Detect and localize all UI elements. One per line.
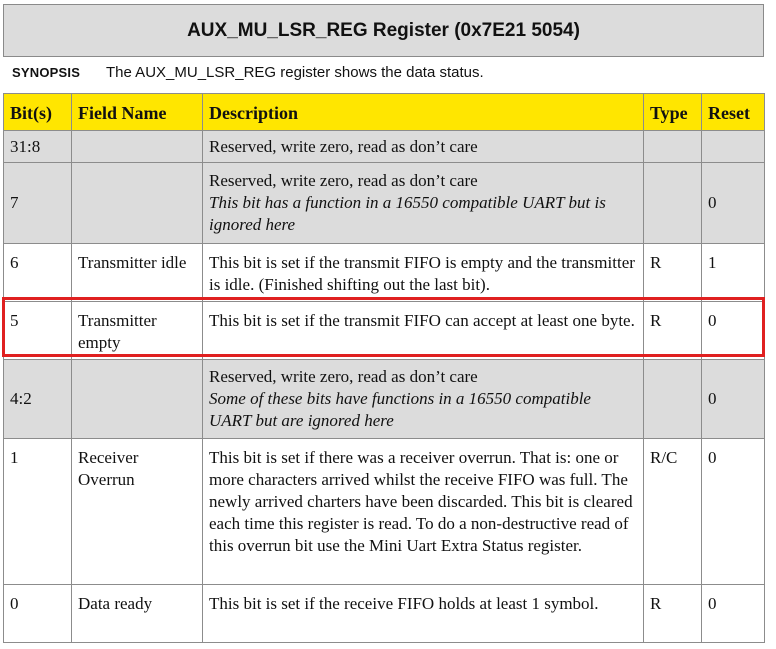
cell-bits: 6 bbox=[4, 244, 72, 302]
table-row bbox=[4, 244, 765, 302]
cell-description bbox=[203, 244, 644, 302]
description-text: Reserved, write zero, read as don’t care bbox=[209, 171, 478, 190]
cell-description bbox=[203, 163, 644, 244]
table-header-row bbox=[4, 94, 765, 131]
cell-reset: 0 bbox=[702, 302, 765, 360]
header-reset: Reset bbox=[702, 94, 765, 131]
cell-description bbox=[203, 439, 644, 585]
cell-type: R bbox=[644, 302, 702, 360]
cell-reset: 0 bbox=[702, 585, 765, 643]
synopsis bbox=[12, 61, 484, 83]
cell-field: Data ready bbox=[72, 585, 203, 643]
synopsis-label: SYNOPSIS bbox=[12, 64, 81, 80]
cell-description bbox=[203, 131, 644, 163]
table-row bbox=[4, 585, 765, 643]
cell-type: R bbox=[644, 585, 702, 643]
cell-reset bbox=[702, 131, 765, 163]
cell-bits: 4:2 bbox=[4, 360, 72, 439]
cell-field bbox=[72, 163, 203, 244]
cell-field bbox=[72, 131, 203, 163]
table-row bbox=[4, 163, 765, 244]
description-text: This bit is set if the receive FIFO holds at least 1 symbol. bbox=[209, 594, 599, 613]
cell-bits: 1 bbox=[4, 439, 72, 585]
description-note: This bit has a function in a 16550 compatible UART but is ignored here bbox=[209, 193, 606, 234]
header-bits: Bit(s) bbox=[4, 94, 72, 131]
synopsis-text: The AUX_MU_LSR_REG register shows the data status. bbox=[106, 63, 484, 81]
register-title: AUX_MU_LSR_REG Register (0x7E21 5054) bbox=[3, 4, 764, 57]
cell-description bbox=[203, 360, 644, 439]
cell-bits: 0 bbox=[4, 585, 72, 643]
cell-bits: 31:8 bbox=[4, 131, 72, 163]
cell-bits: 5 bbox=[4, 302, 72, 360]
description-note: Some of these bits have functions in a 16550 compatible UART but are ignored here bbox=[209, 389, 591, 430]
cell-bits: 7 bbox=[4, 163, 72, 244]
cell-description bbox=[203, 585, 644, 643]
cell-reset: 0 bbox=[702, 439, 765, 585]
description-text: Reserved, write zero, read as don’t care bbox=[209, 136, 478, 156]
table-row bbox=[4, 131, 765, 163]
header-description: Description bbox=[203, 94, 644, 131]
description-text: This bit is set if the transmit FIFO is empty and the transmitter is idle. (Finished shifting out the last bit). bbox=[209, 253, 635, 294]
cell-field: Transmitter empty bbox=[72, 302, 203, 360]
cell-type bbox=[644, 131, 702, 163]
table-row-highlighted bbox=[4, 302, 765, 360]
cell-description bbox=[203, 302, 644, 360]
description-text: This bit is set if the transmit FIFO can accept at least one byte. bbox=[209, 311, 635, 330]
cell-field: Receiver Overrun bbox=[72, 439, 203, 585]
description-text: Reserved, write zero, read as don’t care bbox=[209, 367, 478, 386]
table-row bbox=[4, 439, 765, 585]
cell-type bbox=[644, 360, 702, 439]
description-text: This bit is set if there was a receiver overrun. That is: one or more characters arrived whilst the receive FIFO was full. The newly arrived charters have been discarded. This bit is cleared each time this register is read. To do a non-destructive read of this overrun bit use the Mini Uart Extra Status register. bbox=[209, 448, 633, 555]
cell-type: R/C bbox=[644, 439, 702, 585]
cell-reset: 1 bbox=[702, 244, 765, 302]
header-field-name: Field Name bbox=[72, 94, 203, 131]
cell-type: R bbox=[644, 244, 702, 302]
cell-field: Transmitter idle bbox=[72, 244, 203, 302]
cell-type bbox=[644, 163, 702, 244]
table-row bbox=[4, 360, 765, 439]
cell-reset: 0 bbox=[702, 163, 765, 244]
cell-reset: 0 bbox=[702, 360, 765, 439]
register-field-table bbox=[3, 93, 765, 643]
header-type: Type bbox=[644, 94, 702, 131]
cell-field bbox=[72, 360, 203, 439]
